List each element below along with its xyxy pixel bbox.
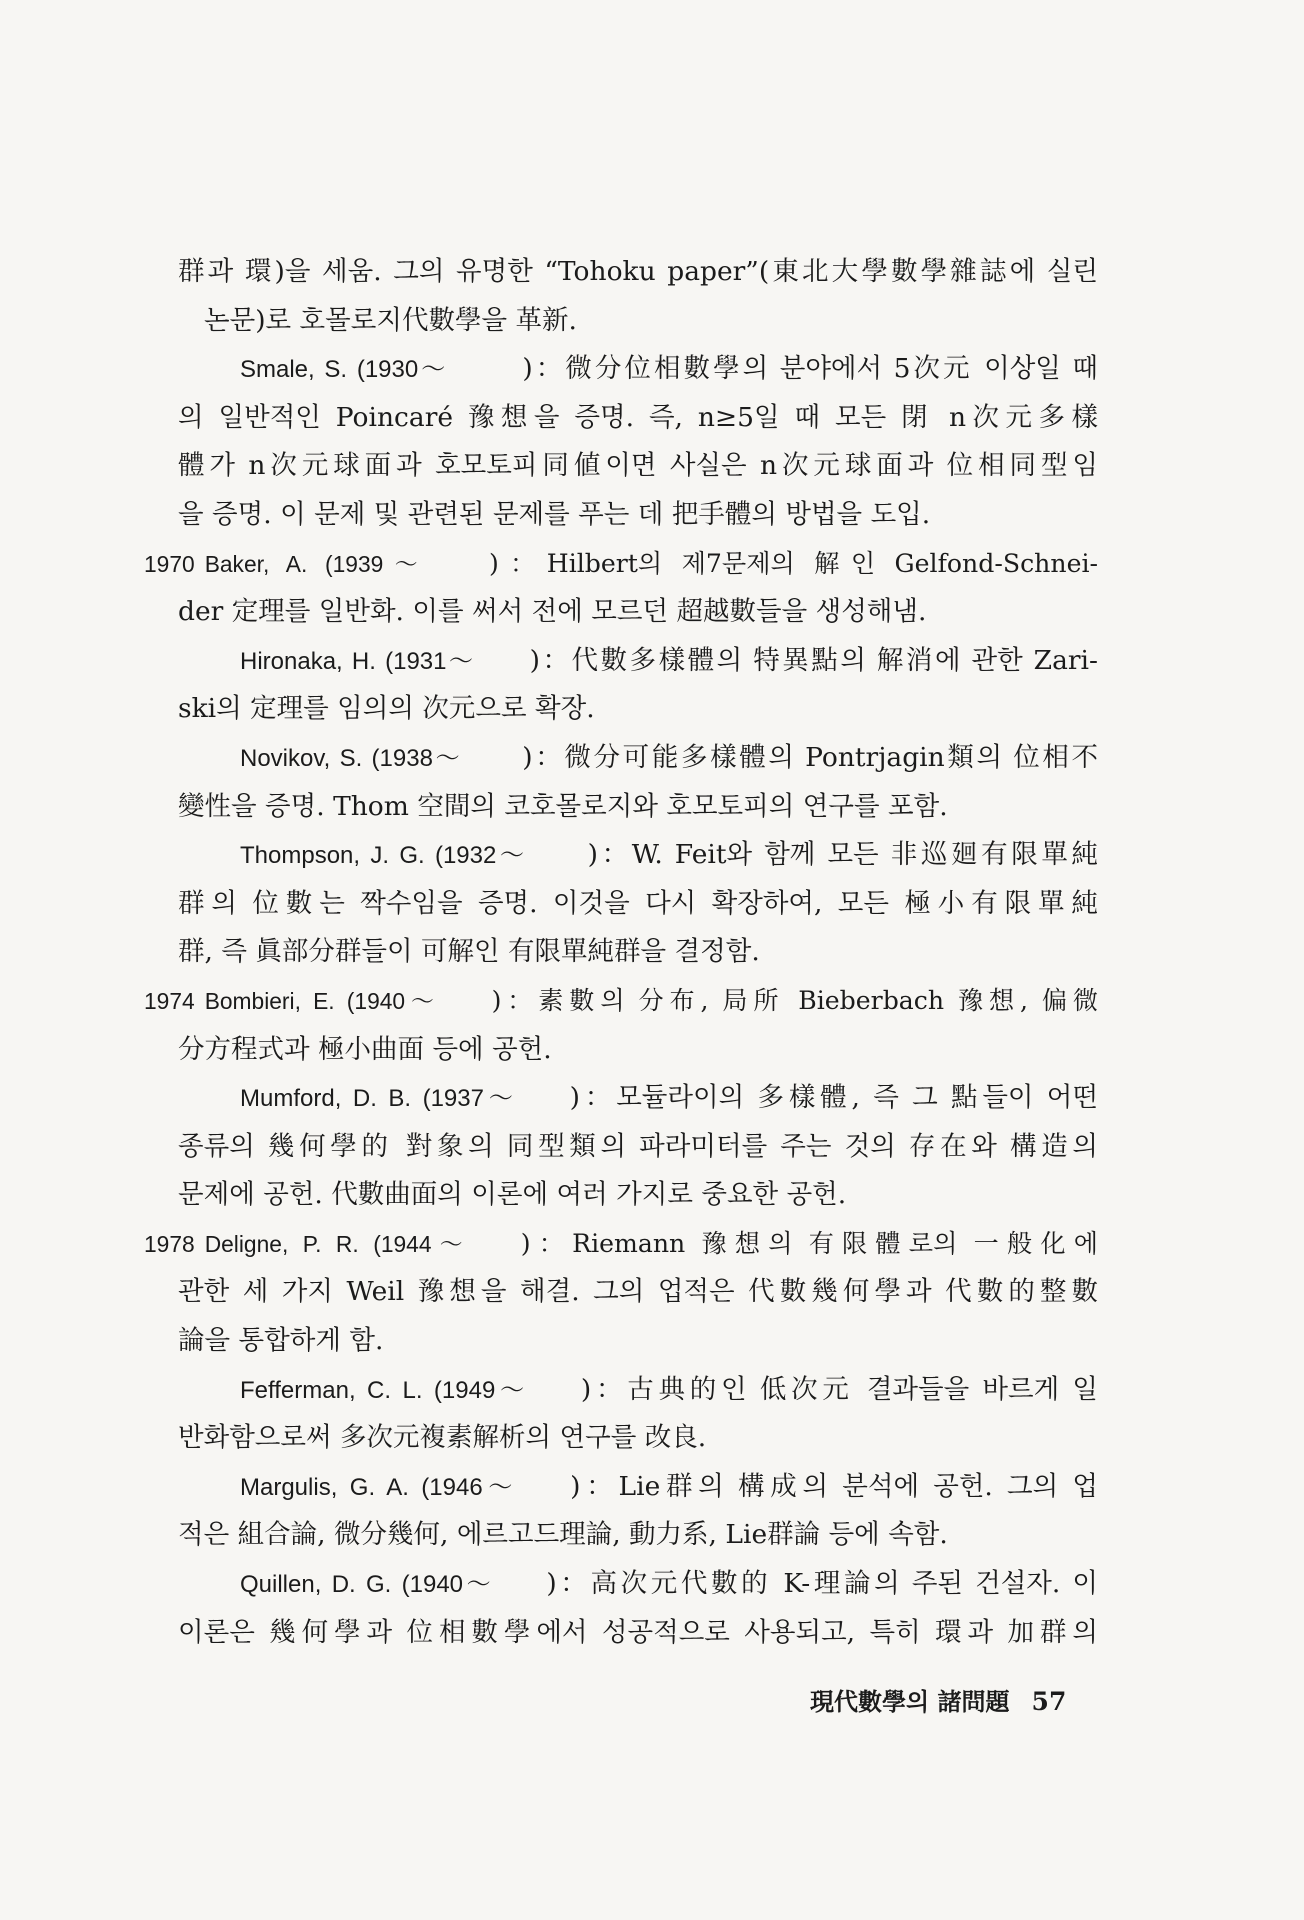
text-line: 論을 통합하게 함. xyxy=(178,1325,384,1357)
mathematician-name: Fefferman, C. L. (1949～ xyxy=(240,1376,529,1404)
text-line: der 定理를 일반화. 이를 써서 전에 모르던 超越數들을 생성해냄. xyxy=(178,596,927,628)
entry-line xyxy=(144,1220,1098,1269)
entry-line xyxy=(178,734,1098,783)
text-line: 變性을 증명. Thom 空間의 코호몰로지와 호모토피의 연구를 포함. xyxy=(178,790,948,822)
entry-text: )：古典的인 低次元 결과들을 바르게 일 xyxy=(580,1373,1098,1405)
mathematician-name: Deligne, P. R. (1944～ xyxy=(204,1230,471,1257)
text-line: 관한 세 가지 Weil 豫想을 해결. 그의 업적은 代數幾何學과 代數的整數 xyxy=(178,1276,1098,1308)
entry-line xyxy=(178,1366,1098,1415)
text-line: 群, 즉 眞部分群들이 可解인 有限單純群을 결정함. xyxy=(178,936,760,968)
mathematician-name: Margulis, G. A. (1946～ xyxy=(240,1473,519,1501)
text-line: 이론은 幾何學과 位相數學에서 성공적으로 사용되고, 특히 環과 加群의 xyxy=(178,1616,1098,1648)
entry-line xyxy=(178,345,1098,394)
entry-text: )：素數의 分布, 局所 Bieberbach 豫想, 偏微 xyxy=(491,985,1099,1015)
entry-line xyxy=(178,831,1098,880)
text-line: ski의 定理를 임의의 次元으로 확장. xyxy=(178,693,595,725)
text-line: 을 증명. 이 문제 및 관련된 문제를 푸는 데 把手體의 방법을 도입. xyxy=(178,498,931,530)
entry-line xyxy=(178,637,1098,686)
text-line: 體가 n次元球面과 호모토피同値이면 사실은 n次元球面과 位相同型임 xyxy=(178,450,1098,482)
running-title: 現代數學의 諸問題 xyxy=(810,1687,1010,1716)
entry-text: )：高次元代數的 K-理論의 주된 건설자. 이 xyxy=(546,1568,1098,1600)
text-line: 종류의 幾何學的 對象의 同型類의 파라미터를 주는 것의 存在와 構造의 xyxy=(178,1130,1098,1162)
mathematician-name: Smale, S. (1930～ xyxy=(240,356,449,384)
text-line: 적은 組合論, 微分幾何, 에르고드理論, 動力系, Lie群論 등에 속함. xyxy=(178,1519,948,1551)
entry-line xyxy=(178,1560,1098,1609)
mathematician-name: Thompson, J. G. (1932～ xyxy=(240,842,528,870)
year-label: 1974 xyxy=(144,987,195,1014)
year-label: 1978 xyxy=(144,1230,195,1257)
entry-line xyxy=(144,540,1098,589)
page-number: 57 xyxy=(1031,1687,1067,1716)
entry-line xyxy=(144,977,1098,1026)
entry-line xyxy=(178,1074,1098,1123)
entry-line xyxy=(178,1463,1098,1512)
entry-text: )：모듈라이의 多樣體, 즉 그 點들이 어떤 xyxy=(569,1082,1098,1114)
text-line: 群의 位數는 짝수임을 증명. 이것을 다시 확장하여, 모든 極小有限單純 xyxy=(178,887,1098,919)
text-line: 分方程式과 極小曲面 등에 공헌. xyxy=(178,1033,552,1065)
entry-text: )：W. Feit와 함께 모든 非巡廻有限單純 xyxy=(587,839,1098,871)
mathematician-name: Quillen, D. G. (1940～ xyxy=(240,1571,495,1599)
body-text xyxy=(144,248,1099,1657)
entry-text: )：Riemann 豫想의 有限體로의 一般化에 xyxy=(520,1228,1098,1258)
mathematician-name: Mumford, D. B. (1937～ xyxy=(240,1085,518,1113)
text-line: 群과 環)을 세움. 그의 유명한 “Tohoku paper”(東北大學數學雜誌에 실린 xyxy=(178,256,1098,287)
page-footer xyxy=(810,1682,1066,1717)
text-line: 논문)로 호몰로지代數學을 革新. xyxy=(204,304,577,336)
mathematician-name: Bombieri, E. (1940～ xyxy=(204,987,440,1014)
text-line: 반화함으로써 多次元複素解析의 연구를 改良. xyxy=(178,1422,707,1454)
text-line: 의 일반적인 Poincaré 豫想을 증명. 즉, n≥5일 때 모든 閉 n次元多樣 xyxy=(178,401,1098,433)
mathematician-name: Novikov, S. (1938～ xyxy=(240,744,463,772)
entry-text: )：微分可能多樣體의 Pontrjagin類의 位相不 xyxy=(522,741,1098,773)
text-line: 문제에 공헌. 代數曲面의 이론에 여러 가지로 중요한 공헌. xyxy=(178,1179,847,1211)
entry-text: )：微分位相數學의 분야에서 5次元 이상일 때 xyxy=(522,353,1098,385)
entry-text: )：代數多樣體의 特異點의 解消에 관한 Zari- xyxy=(529,644,1098,676)
mathematician-name: Baker, A. (1939～ xyxy=(204,550,429,577)
entry-text: )：Lie群의 構成의 분석에 공헌. 그의 업 xyxy=(570,1470,1098,1502)
entry-text: )：Hilbert의 제7문제의 解인 Gelfond-Schnei- xyxy=(488,548,1098,578)
mathematician-name: Hironaka, H. (1931～ xyxy=(240,647,476,675)
year-label: 1970 xyxy=(144,550,195,577)
